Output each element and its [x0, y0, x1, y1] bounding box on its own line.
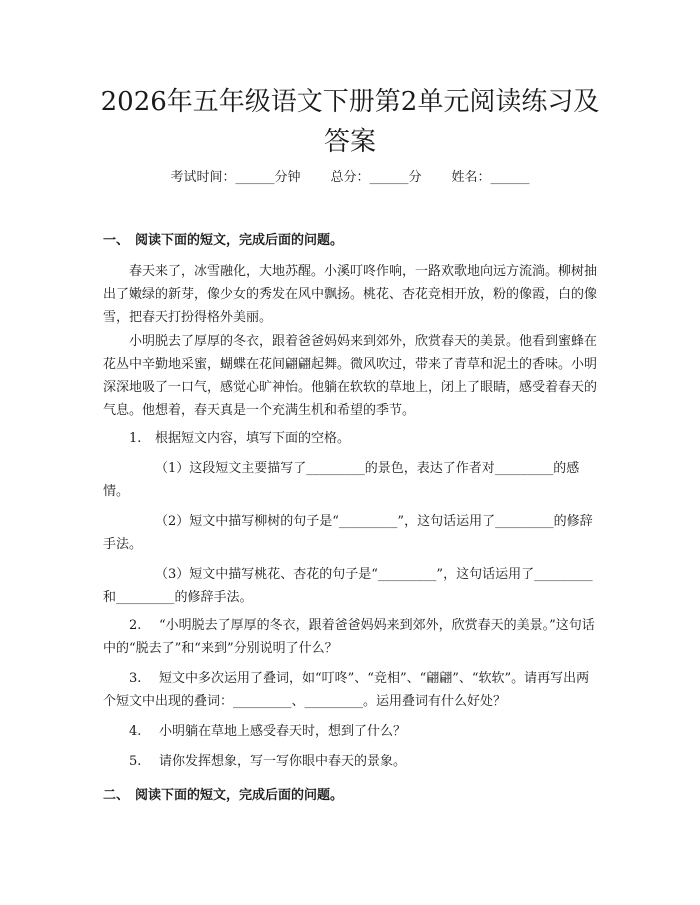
question-3-number: 3.	[129, 671, 142, 686]
page-title: 2026年五年级语文下册第2单元阅读练习及答案	[100, 87, 600, 157]
question-5-number: 5.	[129, 754, 142, 769]
section-1-heading	[103, 232, 343, 250]
question-1-sub-2-number: （2）	[155, 514, 190, 529]
question-5	[103, 750, 598, 773]
question-1-sub-2	[103, 510, 598, 556]
section-2-title: 阅读下面的短文，完成后面的问题。	[135, 788, 344, 803]
question-3	[103, 667, 598, 713]
section-2-number: 二、	[103, 788, 130, 803]
question-1-sub-1-text: 这段短文主要描写了_________的景色，表达了作者对_________的感情。	[103, 461, 580, 499]
question-3-text: 短文中多次运用了叠词，如“叮咚”、“竞相”、“翩翩”、“软软”。请再写出两个短文中出现的叠词：_________、_________。运用叠词有什么好处？	[103, 671, 590, 709]
passage-paragraph-1: 春天来了，冰雪融化，大地苏醒。小溪叮咚作响，一路欢歌地向远方流淌。柳树抽出了嫩绿的新芽，像少女的秀发在风中飘扬。桃花、杏花竞相开放，粉的像霞，白的像雪，把春天打扮得格外美丽。	[103, 264, 598, 325]
question-1-sub-3	[103, 563, 598, 609]
total-score-field: 总分：______分	[330, 170, 422, 185]
exam-time-field: 考试时间：______分钟	[170, 170, 301, 185]
question-1-sub-3-text: 短文中描写桃花、杏花的句子是“_________”，这句话运用了_________和_________的修辞手法。	[103, 567, 593, 605]
passage-paragraph-2: 小明脱去了厚厚的冬衣，跟着爸爸妈妈来到郊外，欣赏春天的美景。他看到蜜蜂在花丛中辛勤地采蜜，蝴蝶在花间翩翩起舞。微风吹过，带来了青草和泥土的香味。小明深深地吸了一口气，感觉心旷神怡。他躺在软软的草地上，闭上了眼睛，感受着春天的气息。他想着，春天真是一个充满生机和希望的季节。	[103, 334, 598, 418]
question-5-text: 请你发挥想象，写一写你眼中春天的景象。	[159, 754, 407, 769]
question-1-sub-2-text: 短文中描写柳树的句子是“_________”，这句话运用了_________的修辞手法。	[103, 514, 593, 552]
student-name-field: 姓名：______	[451, 170, 530, 185]
question-1-text: 根据短文内容，填写下面的空格。	[155, 431, 351, 446]
section-1-number: 一、	[103, 233, 130, 248]
question-2-text: “小明脱去了厚厚的冬衣，跟着爸爸妈妈来到郊外，欣赏春天的美景。”这句话中的“脱去了”和“来到”分别说明了什么？	[103, 618, 595, 656]
question-4-number: 4.	[129, 724, 142, 739]
question-1-sub-1-number: （1）	[155, 461, 190, 476]
question-1-sub-3-number: （3）	[155, 567, 190, 582]
question-1-number: 1.	[129, 431, 142, 446]
question-1-sub-1	[103, 457, 598, 503]
section-2-heading	[103, 787, 343, 805]
question-2	[103, 614, 598, 660]
question-1	[103, 427, 598, 450]
question-2-number: 2.	[129, 618, 142, 633]
question-4	[103, 720, 598, 743]
exam-info-line	[0, 169, 700, 187]
question-4-text: 小明躺在草地上感受春天时，想到了什么？	[159, 724, 407, 739]
section-1-title: 阅读下面的短文，完成后面的问题。	[135, 233, 344, 248]
